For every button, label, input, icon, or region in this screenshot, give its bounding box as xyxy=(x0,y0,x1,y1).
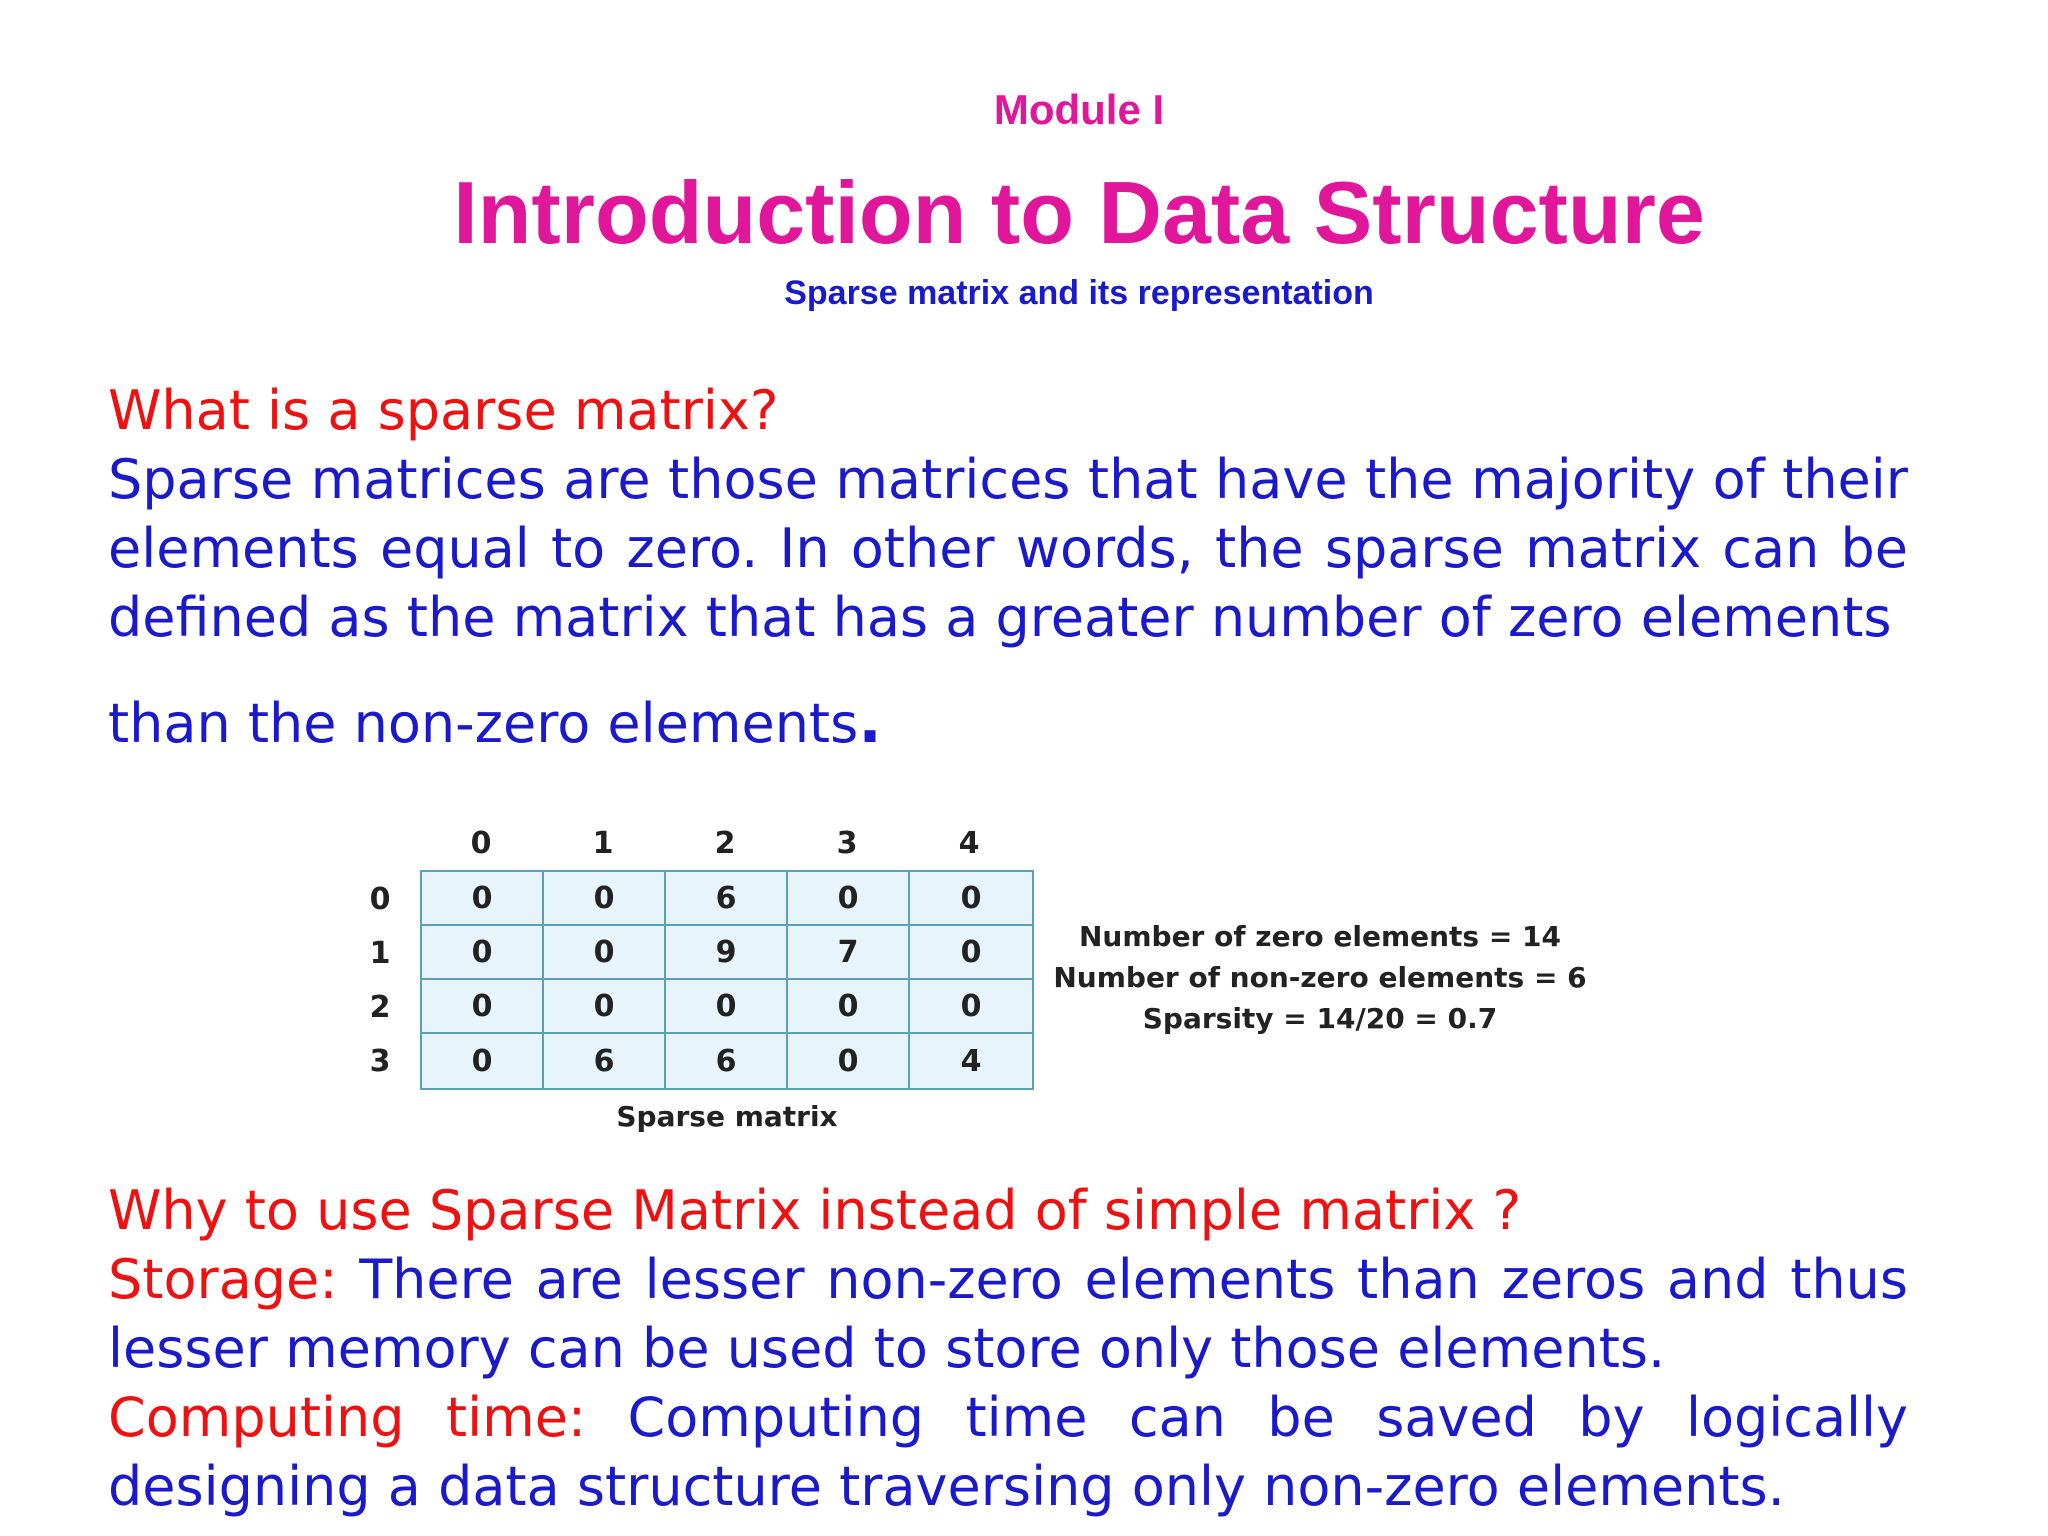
matrix-cell: 7 xyxy=(788,926,910,980)
section-what-is-sparse xyxy=(108,376,1908,758)
storage-text: There are lesser non-zero elements than zeros and thus lesser memory can be used to store only those elements. xyxy=(108,1248,1908,1380)
matrix-stats xyxy=(1040,916,1600,1039)
computing-paragraph xyxy=(108,1383,1908,1521)
matrix-cell: 0 xyxy=(422,1034,544,1088)
column-header: 0 xyxy=(470,826,492,861)
definition-paragraph: Sparse matrices are those matrices that have the majority of their elements equal to zero. In other words, the sparse matrix can be defined as the matrix that has a greater number of zero elements xyxy=(108,448,1908,649)
matrix-cell: 0 xyxy=(544,872,666,926)
module-label: Module I xyxy=(993,86,1165,133)
matrix-cell: 0 xyxy=(422,872,544,926)
question-why-sparse: Why to use Sparse Matrix instead of simple matrix ? xyxy=(108,1179,1522,1242)
matrix-cell: 0 xyxy=(910,872,1032,926)
question-what-is-sparse: What is a sparse matrix? xyxy=(108,379,779,442)
matrix-cell: 0 xyxy=(788,1034,910,1088)
matrix-cell: 0 xyxy=(788,872,910,926)
matrix-cell: 0 xyxy=(422,926,544,980)
matrix-caption: Sparse matrix xyxy=(616,1100,838,1133)
computing-text: Computing time can be saved by logically designing a data structure traversing only non-zero elements. xyxy=(108,1386,1909,1518)
matrix-cell: 4 xyxy=(960,1043,982,1079)
matrix-cell: 9 xyxy=(666,926,788,980)
matrix-cell: 6 xyxy=(544,1034,666,1088)
definition-last-text: than the non-zero elements xyxy=(108,692,859,755)
definition-last-line xyxy=(108,686,1908,758)
matrix-cell: 0 xyxy=(910,926,1032,980)
storage-label: Storage: xyxy=(108,1248,338,1311)
matrix-cell: 0 xyxy=(666,980,788,1034)
stat-nonzero-count: Number of non-zero elements = 6 xyxy=(1053,961,1587,994)
page-subtitle: Sparse matrix and its representation xyxy=(784,274,1374,312)
row-header: 3 xyxy=(369,1044,391,1079)
matrix-grid xyxy=(420,870,1034,1090)
column-header: 2 xyxy=(714,826,736,861)
computing-label: Computing time: xyxy=(108,1386,587,1449)
matrix-cell: 0 xyxy=(910,980,1032,1034)
matrix-cell: 0 xyxy=(422,980,544,1034)
matrix-cell: 0 xyxy=(544,980,666,1034)
storage-paragraph xyxy=(108,1245,1908,1383)
matrix-cell: 6 xyxy=(666,1034,788,1088)
matrix-cell: 0 xyxy=(788,980,910,1034)
matrix-cell: 0 xyxy=(544,926,666,980)
section-why-sparse xyxy=(108,1176,1908,1521)
column-header: 3 xyxy=(836,826,858,861)
row-header: 1 xyxy=(369,936,391,971)
definition-period: . xyxy=(858,684,882,757)
row-header: 0 xyxy=(369,882,391,917)
column-header: 1 xyxy=(592,826,614,861)
sparse-matrix-figure xyxy=(340,800,1620,1140)
page-title: Introduction to Data Structure xyxy=(453,163,1705,262)
stat-zero-count: Number of zero elements = 14 xyxy=(1078,920,1562,953)
matrix-cell: 6 xyxy=(666,872,788,926)
column-header: 4 xyxy=(958,826,980,861)
stat-sparsity: Sparsity = 14/20 = 0.7 xyxy=(1142,1002,1498,1035)
row-header: 2 xyxy=(369,990,391,1025)
